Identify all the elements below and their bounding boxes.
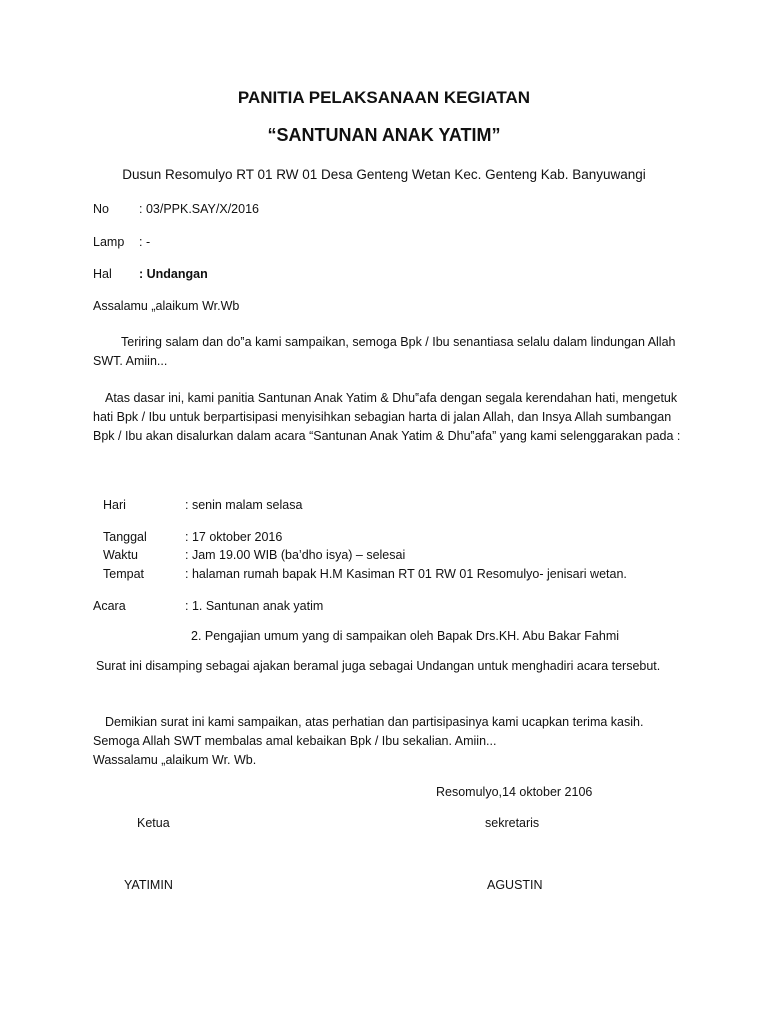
opening-paragraph: Teriring salam dan do‟a kami sampaikan, semoga Bpk / Ibu senantiasa selalu dalam lindungan Allah SWT. Amiin...	[93, 335, 676, 368]
place-date: Resomulyo,14 oktober 2106	[436, 785, 593, 799]
hal-label: Hal	[93, 267, 112, 281]
organizer-address: Dusun Resomulyo RT 01 RW 01 Desa Genteng Wetan Kec. Genteng Kab. Banyuwangi	[122, 167, 646, 182]
waktu-label: Waktu	[103, 548, 138, 562]
closing-line-1: Demikian surat ini kami sampaikan, atas perhatian dan partisipasinya kami ucapkan terima kasih.	[105, 715, 644, 729]
closing-line-2: Semoga Allah SWT membalas amal kebaikan Bpk / Ibu sekalian. Amiin...	[93, 734, 497, 748]
lamp-label: Lamp	[93, 235, 125, 249]
event-name: “SANTUNAN ANAK YATIM”	[267, 125, 501, 145]
hari-label: Hari	[103, 498, 126, 512]
sekretaris-role: sekretaris	[485, 816, 540, 830]
waktu-value: : Jam 19.00 WIB (ba’dho isya) – selesai	[185, 548, 406, 562]
farewell: Wassalamu „alaikum Wr. Wb.	[93, 753, 257, 767]
ketua-name: YATIMIN	[124, 878, 173, 892]
hari-value: : senin malam selasa	[185, 498, 303, 512]
tanggal-value: : 17 oktober 2016	[185, 530, 283, 544]
tempat-label: Tempat	[103, 567, 144, 581]
tempat-value: : halaman rumah bapak H.M Kasiman RT 01 RW 01 Resomulyo- jenisari wetan.	[185, 567, 627, 581]
tanggal-label: Tanggal	[103, 530, 147, 544]
purpose-paragraph: Atas dasar ini, kami panitia Santunan Anak Yatim & Dhu‟afa dengan segala kerendahan hati, mengetuk hati Bpk / Ibu untuk berpartisipasi menyisihkan sebagian harta di jalan Allah, dan Insya Allah sumbangan Bpk / Ibu akan disalurkan dalam acara “Santunan Anak Yatim & Dhu‟afa” yang kami selenggarakan pada :	[93, 391, 681, 443]
hal-value: : Undangan	[139, 267, 208, 281]
letter-title: PANITIA PELAKSANAAN KEGIATAN	[237, 88, 531, 107]
ketua-role: Ketua	[137, 816, 170, 830]
acara-item-1: : 1. Santunan anak yatim	[185, 599, 324, 613]
greeting: Assalamu „alaikum Wr.Wb	[93, 299, 240, 313]
no-value: : 03/PPK.SAY/X/2016	[139, 202, 259, 216]
acara-label: Acara	[93, 599, 126, 613]
invitation-paragraph: Surat ini disamping sebagai ajakan beramal juga sebagai Undangan untuk menghadiri acara tersebut.	[96, 659, 661, 673]
no-label: No	[93, 202, 109, 216]
sekretaris-name: AGUSTIN	[487, 878, 543, 892]
acara-item-2: 2. Pengajian umum yang di sampaikan oleh Bapak Drs.KH. Abu Bakar Fahmi	[191, 629, 620, 643]
lamp-value: : -	[139, 235, 151, 249]
